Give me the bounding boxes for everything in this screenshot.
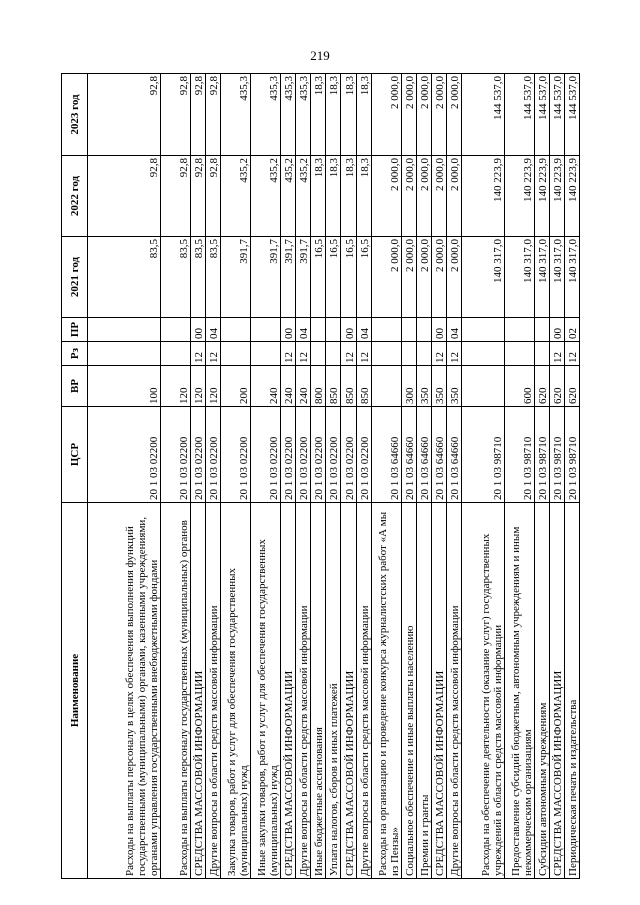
cell-name: Социальное обеспечение и иные выплаты населению <box>401 503 416 879</box>
cell-pr <box>401 318 416 342</box>
cell-2021: 391,7 <box>281 237 296 318</box>
cell-2022: 18,3 <box>341 156 356 237</box>
cell-vr: 200 <box>221 366 251 407</box>
cell-csr: 20 1 03 64660 <box>416 407 431 503</box>
cell-pr: 00 <box>191 318 206 342</box>
cell-pr <box>326 318 341 342</box>
cell-name: Расходы на организацию и проведение конкурса журналистских работ «А мы из Пензы» <box>371 503 401 879</box>
cell-2021: 16,5 <box>341 237 356 318</box>
cell-pr: 04 <box>206 318 221 342</box>
cell-csr: 20 1 03 02200 <box>251 407 281 503</box>
cell-pr <box>416 318 431 342</box>
cell-2023: 92,8 <box>206 74 221 156</box>
cell-2021: 16,5 <box>311 237 326 318</box>
cell-csr: 20 1 03 64660 <box>431 407 446 503</box>
cell-pr: 00 <box>281 318 296 342</box>
cell-2023: 18,3 <box>326 74 341 156</box>
cell-name: Премии и гранты <box>416 503 431 879</box>
table-row <box>221 74 251 879</box>
rotated-table-area <box>61 74 580 879</box>
cell-2021: 2 000,0 <box>401 237 416 318</box>
table-rotation-wrapper <box>61 74 580 879</box>
cell-csr: 20 1 03 02200 <box>160 407 190 503</box>
cell-vr: 850 <box>326 366 341 407</box>
cell-name: Другие вопросы в области средств массовой информации <box>446 503 461 879</box>
cell-rz <box>371 342 401 366</box>
cell-vr: 120 <box>206 366 221 407</box>
cell-2023: 2 000,0 <box>416 74 431 156</box>
table-row <box>251 74 281 879</box>
cell-2023: 92,8 <box>160 74 190 156</box>
cell-2021: 2 000,0 <box>416 237 431 318</box>
cell-2023: 144 537,0 <box>461 74 504 156</box>
cell-csr: 20 1 03 98710 <box>549 407 564 503</box>
cell-csr: 20 1 03 02200 <box>326 407 341 503</box>
cell-2023: 435,3 <box>251 74 281 156</box>
cell-csr: 20 1 03 02200 <box>341 407 356 503</box>
table-row <box>206 74 221 879</box>
cell-2021: 83,5 <box>160 237 190 318</box>
page-number: 219 <box>310 48 330 63</box>
cell-2023: 144 537,0 <box>534 74 549 156</box>
cell-rz: 12 <box>191 342 206 366</box>
cell-2023: 144 537,0 <box>564 74 579 156</box>
table-body <box>88 74 580 879</box>
cell-2022: 2 000,0 <box>446 156 461 237</box>
cell-2021: 83,5 <box>88 237 161 318</box>
cell-2023: 2 000,0 <box>401 74 416 156</box>
cell-2023: 92,8 <box>191 74 206 156</box>
cell-pr: 02 <box>564 318 579 342</box>
table-row <box>296 74 311 879</box>
cell-2022: 435,2 <box>221 156 251 237</box>
cell-vr: 850 <box>356 366 371 407</box>
cell-vr: 350 <box>416 366 431 407</box>
cell-2022: 140 223,9 <box>504 156 534 237</box>
cell-rz: 12 <box>206 342 221 366</box>
cell-2022: 2 000,0 <box>416 156 431 237</box>
table-row <box>461 74 504 879</box>
cell-2022: 18,3 <box>311 156 326 237</box>
cell-vr: 120 <box>160 366 190 407</box>
cell-name: Расходы на выплаты персоналу государственных (муниципальных) органов <box>160 503 190 879</box>
table-row <box>431 74 446 879</box>
cell-2023: 18,3 <box>356 74 371 156</box>
cell-rz <box>251 342 281 366</box>
cell-pr: 04 <box>446 318 461 342</box>
cell-pr: 00 <box>549 318 564 342</box>
table-row <box>564 74 579 879</box>
cell-pr <box>371 318 401 342</box>
cell-vr: 350 <box>446 366 461 407</box>
cell-name: Иные закупки товаров, работ и услуг для обеспечения государственных (муниципальных) нужд <box>251 503 281 879</box>
table-row <box>356 74 371 879</box>
cell-rz <box>504 342 534 366</box>
cell-csr: 20 1 03 98710 <box>461 407 504 503</box>
header-vr: ВР <box>62 366 88 407</box>
header-2022: 2022 год <box>62 156 88 237</box>
cell-vr: 800 <box>311 366 326 407</box>
cell-name: Субсидии автономным учреждениям <box>534 503 549 879</box>
table-row <box>401 74 416 879</box>
table-row <box>311 74 326 879</box>
cell-rz <box>311 342 326 366</box>
cell-pr: 00 <box>431 318 446 342</box>
budget-table <box>61 73 580 879</box>
cell-csr: 20 1 03 02200 <box>296 407 311 503</box>
cell-name: Расходы на обеспечение деятельности (оказание услуг) государственных учреждений в области средств массовой информации <box>461 503 504 879</box>
table-row <box>191 74 206 879</box>
table-row <box>534 74 549 879</box>
cell-2023: 435,3 <box>296 74 311 156</box>
cell-vr: 120 <box>191 366 206 407</box>
cell-2022: 2 000,0 <box>371 156 401 237</box>
cell-csr: 20 1 03 02200 <box>88 407 161 503</box>
cell-vr: 240 <box>251 366 281 407</box>
table-row <box>504 74 534 879</box>
cell-rz <box>88 342 161 366</box>
cell-csr: 20 1 03 98710 <box>504 407 534 503</box>
cell-csr: 20 1 03 98710 <box>534 407 549 503</box>
cell-csr: 20 1 03 02200 <box>281 407 296 503</box>
cell-vr: 850 <box>341 366 356 407</box>
cell-vr: 100 <box>88 366 161 407</box>
cell-name: СРЕДСТВА МАССОВОЙ ИНФОРМАЦИИ <box>341 503 356 879</box>
cell-rz <box>416 342 431 366</box>
cell-pr: 00 <box>341 318 356 342</box>
cell-csr: 20 1 03 98710 <box>564 407 579 503</box>
table-row <box>371 74 401 879</box>
table-row <box>281 74 296 879</box>
cell-2021: 83,5 <box>206 237 221 318</box>
cell-csr: 20 1 03 64660 <box>446 407 461 503</box>
cell-csr: 20 1 03 02200 <box>356 407 371 503</box>
cell-vr: 300 <box>401 366 416 407</box>
cell-2023: 144 537,0 <box>549 74 564 156</box>
header-pr: ПР <box>62 318 88 342</box>
cell-name: СРЕДСТВА МАССОВОЙ ИНФОРМАЦИИ <box>281 503 296 879</box>
cell-2021: 391,7 <box>296 237 311 318</box>
cell-2021: 140 317,0 <box>534 237 549 318</box>
cell-2023: 2 000,0 <box>371 74 401 156</box>
cell-2022: 435,2 <box>251 156 281 237</box>
cell-rz <box>160 342 190 366</box>
header-rz: Рз <box>62 342 88 366</box>
cell-name: СРЕДСТВА МАССОВОЙ ИНФОРМАЦИИ <box>191 503 206 879</box>
cell-rz: 12 <box>549 342 564 366</box>
cell-name: Другие вопросы в области средств массовой информации <box>356 503 371 879</box>
cell-name: Уплата налогов, сборов и иных платежей <box>326 503 341 879</box>
cell-2021: 2 000,0 <box>371 237 401 318</box>
cell-2022: 140 223,9 <box>549 156 564 237</box>
cell-name: Предоставление субсидий бюджетным, автономным учреждениям и иным некоммерческим организациям <box>504 503 534 879</box>
cell-2021: 391,7 <box>221 237 251 318</box>
cell-pr <box>534 318 549 342</box>
cell-name: Иные бюджетные ассигнования <box>311 503 326 879</box>
cell-csr: 20 1 03 02200 <box>311 407 326 503</box>
cell-vr: 600 <box>504 366 534 407</box>
cell-2023: 18,3 <box>341 74 356 156</box>
cell-rz <box>221 342 251 366</box>
cell-2021: 16,5 <box>326 237 341 318</box>
cell-2021: 2 000,0 <box>431 237 446 318</box>
cell-2022: 92,8 <box>206 156 221 237</box>
cell-2022: 140 223,9 <box>534 156 549 237</box>
cell-csr: 20 1 03 64660 <box>401 407 416 503</box>
cell-pr <box>160 318 190 342</box>
table-row <box>160 74 190 879</box>
cell-vr: 620 <box>534 366 549 407</box>
cell-2023: 144 537,0 <box>504 74 534 156</box>
table-row <box>416 74 431 879</box>
cell-2023: 435,3 <box>221 74 251 156</box>
cell-2021: 140 317,0 <box>504 237 534 318</box>
cell-csr: 20 1 03 02200 <box>191 407 206 503</box>
table-row <box>88 74 161 879</box>
cell-csr: 20 1 03 02200 <box>221 407 251 503</box>
header-2023: 2023 год <box>62 74 88 156</box>
cell-pr <box>221 318 251 342</box>
cell-csr: 20 1 03 02200 <box>206 407 221 503</box>
cell-pr <box>504 318 534 342</box>
header-csr: ЦСР <box>62 407 88 503</box>
cell-2022: 92,8 <box>88 156 161 237</box>
cell-pr: 04 <box>356 318 371 342</box>
cell-rz: 12 <box>446 342 461 366</box>
cell-rz <box>326 342 341 366</box>
cell-rz: 12 <box>296 342 311 366</box>
cell-pr <box>461 318 504 342</box>
cell-vr: 240 <box>296 366 311 407</box>
cell-2021: 140 317,0 <box>549 237 564 318</box>
cell-2022: 92,8 <box>160 156 190 237</box>
cell-rz <box>401 342 416 366</box>
cell-2021: 2 000,0 <box>446 237 461 318</box>
cell-2023: 18,3 <box>311 74 326 156</box>
cell-rz: 12 <box>341 342 356 366</box>
cell-pr <box>251 318 281 342</box>
cell-2023: 435,3 <box>281 74 296 156</box>
cell-name: Периодическая печать и издательства <box>564 503 579 879</box>
cell-vr <box>371 366 401 407</box>
cell-2021: 16,5 <box>356 237 371 318</box>
cell-name: Другие вопросы в области средств массовой информации <box>206 503 221 879</box>
cell-rz: 12 <box>281 342 296 366</box>
cell-vr: 620 <box>564 366 579 407</box>
cell-pr <box>311 318 326 342</box>
cell-pr: 04 <box>296 318 311 342</box>
cell-2022: 92,8 <box>191 156 206 237</box>
header-row <box>62 74 88 879</box>
cell-name: Закупка товаров, работ и услуг для обеспечения государственных (муниципальных) нужд <box>221 503 251 879</box>
cell-2022: 140 223,9 <box>564 156 579 237</box>
cell-vr <box>461 366 504 407</box>
table-row <box>326 74 341 879</box>
cell-name: СРЕДСТВА МАССОВОЙ ИНФОРМАЦИИ <box>431 503 446 879</box>
cell-2022: 2 000,0 <box>431 156 446 237</box>
cell-2022: 18,3 <box>356 156 371 237</box>
header-2021: 2021 год <box>62 237 88 318</box>
cell-2021: 83,5 <box>191 237 206 318</box>
cell-rz: 12 <box>431 342 446 366</box>
cell-name: Другие вопросы в области средств массовой информации <box>296 503 311 879</box>
cell-2023: 2 000,0 <box>431 74 446 156</box>
cell-2022: 435,2 <box>281 156 296 237</box>
cell-2022: 435,2 <box>296 156 311 237</box>
header-name: Наименование <box>62 503 88 879</box>
cell-rz <box>461 342 504 366</box>
cell-rz <box>534 342 549 366</box>
cell-csr: 20 1 03 64660 <box>371 407 401 503</box>
cell-vr: 240 <box>281 366 296 407</box>
cell-2023: 92,8 <box>88 74 161 156</box>
cell-2022: 18,3 <box>326 156 341 237</box>
cell-2021: 140 317,0 <box>564 237 579 318</box>
cell-vr: 350 <box>431 366 446 407</box>
cell-name: Расходы на выплаты персоналу в целях обеспечения выполнения функций государственными (муниципальными) органами, казенными учреждениями, органами управления государственными внебюджетными фондами <box>88 503 161 879</box>
cell-2022: 140 223,9 <box>461 156 504 237</box>
cell-2021: 140 317,0 <box>461 237 504 318</box>
cell-2023: 2 000,0 <box>446 74 461 156</box>
table-row <box>446 74 461 879</box>
cell-2021: 391,7 <box>251 237 281 318</box>
cell-2022: 2 000,0 <box>401 156 416 237</box>
cell-pr <box>88 318 161 342</box>
cell-rz: 12 <box>564 342 579 366</box>
table-row <box>549 74 564 879</box>
cell-rz: 12 <box>356 342 371 366</box>
table-row <box>341 74 356 879</box>
cell-vr: 620 <box>549 366 564 407</box>
cell-name: СРЕДСТВА МАССОВОЙ ИНФОРМАЦИИ <box>549 503 564 879</box>
